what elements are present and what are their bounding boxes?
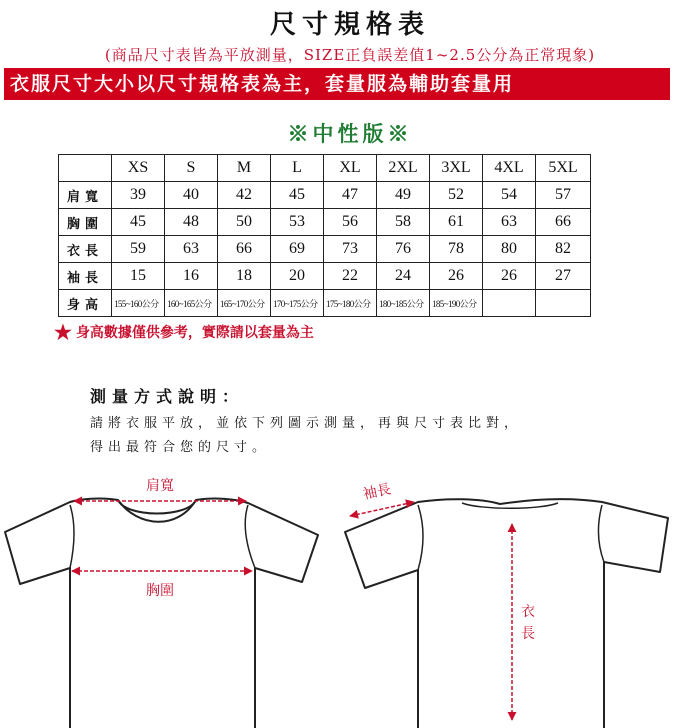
table-cell: 53 xyxy=(271,209,324,236)
size-chart-table xyxy=(58,154,591,317)
table-cell: 26 xyxy=(483,263,536,290)
table-cell: 26 xyxy=(430,263,483,290)
table-cell: 47 xyxy=(324,182,377,209)
measure-instruction-2: 得出最符合您的尺寸。 xyxy=(90,440,271,455)
table-cell: 61 xyxy=(430,209,483,236)
subtitle-note: (商品尺寸表皆為平放測量，SIZE正負誤差值1~2.5公分為正常現象) xyxy=(104,46,596,64)
size-header: XS xyxy=(112,155,165,182)
row-label: 肩寬 xyxy=(59,182,112,209)
row-label: 胸圍 xyxy=(59,209,112,236)
table-cell: 27 xyxy=(536,263,591,290)
table-row xyxy=(59,209,591,236)
page-title: 尺寸規格表 xyxy=(269,10,430,40)
table-cell: 66 xyxy=(536,209,591,236)
size-header: L xyxy=(271,155,324,182)
table-cell: 59 xyxy=(112,236,165,263)
sleeve-label: 袖長 xyxy=(361,481,393,503)
notice-banner: 衣服尺寸大小以尺寸規格表為主，套量服為輔助套量用 xyxy=(4,68,670,100)
table-cell: 58 xyxy=(377,209,430,236)
measure-instruction-1: 請將衣服平放，並依下列圖示測量，再與尺寸表比對， xyxy=(90,416,523,431)
table-cell: 80 xyxy=(483,236,536,263)
table-cell: 50 xyxy=(218,209,271,236)
height-cell: 170~175公分 xyxy=(271,290,324,317)
table-cell: 78 xyxy=(430,236,483,263)
size-header: S xyxy=(165,155,218,182)
table-cell: 45 xyxy=(271,182,324,209)
table-cell: 22 xyxy=(324,263,377,290)
size-header: 3XL xyxy=(430,155,483,182)
height-note xyxy=(54,320,314,344)
height-cell: 185~190公分 xyxy=(430,290,483,317)
height-cell xyxy=(536,290,591,317)
height-cell: 160~165公分 xyxy=(165,290,218,317)
height-cell: 165~170公分 xyxy=(218,290,271,317)
table-cell: 42 xyxy=(218,182,271,209)
measurement-diagram xyxy=(0,470,700,728)
table-cell: 39 xyxy=(112,182,165,209)
table-cell: 48 xyxy=(165,209,218,236)
table-cell: 57 xyxy=(536,182,591,209)
table-row xyxy=(59,263,591,290)
table-cell: 24 xyxy=(377,263,430,290)
height-cell xyxy=(483,290,536,317)
section-heading: ※中性版※ xyxy=(287,121,413,146)
back-tshirt-outline xyxy=(345,499,668,728)
table-cell: 63 xyxy=(483,209,536,236)
star-icon: ★ xyxy=(54,320,72,344)
table-cell: 40 xyxy=(165,182,218,209)
front-tshirt-outline xyxy=(5,499,318,728)
row-label: 衣長 xyxy=(59,236,112,263)
table-row xyxy=(59,236,591,263)
table-cell: 49 xyxy=(377,182,430,209)
chest-label: 胸圍 xyxy=(146,583,174,599)
size-header-row xyxy=(59,155,591,182)
length-label-top: 衣 xyxy=(521,604,535,620)
table-cell: 54 xyxy=(483,182,536,209)
table-cell: 15 xyxy=(112,263,165,290)
note-text: 身高數據僅供參考，實際請以套量為主 xyxy=(75,325,314,341)
table-cell: 69 xyxy=(271,236,324,263)
corner-cell xyxy=(59,155,112,182)
row-label: 身高 xyxy=(59,290,112,317)
height-row xyxy=(59,290,591,317)
size-header: 2XL xyxy=(377,155,430,182)
shoulder-label: 肩寬 xyxy=(146,478,174,494)
table-cell: 18 xyxy=(218,263,271,290)
length-label-bottom: 長 xyxy=(521,626,535,642)
height-cell: 155~160公分 xyxy=(112,290,165,317)
table-cell: 66 xyxy=(218,236,271,263)
table-cell: 73 xyxy=(324,236,377,263)
table-row xyxy=(59,182,591,209)
height-cell: 175~180公分 xyxy=(324,290,377,317)
table-cell: 82 xyxy=(536,236,591,263)
table-cell: 20 xyxy=(271,263,324,290)
table-cell: 16 xyxy=(165,263,218,290)
size-header: XL xyxy=(324,155,377,182)
height-cell: 180~185公分 xyxy=(377,290,430,317)
size-header: M xyxy=(218,155,271,182)
table-cell: 76 xyxy=(377,236,430,263)
size-header: 5XL xyxy=(536,155,591,182)
table-cell: 56 xyxy=(324,209,377,236)
table-cell: 52 xyxy=(430,182,483,209)
size-header: 4XL xyxy=(483,155,536,182)
measure-title: 測量方式說明： xyxy=(90,387,245,406)
row-label: 袖長 xyxy=(59,263,112,290)
table-cell: 45 xyxy=(112,209,165,236)
table-cell: 63 xyxy=(165,236,218,263)
